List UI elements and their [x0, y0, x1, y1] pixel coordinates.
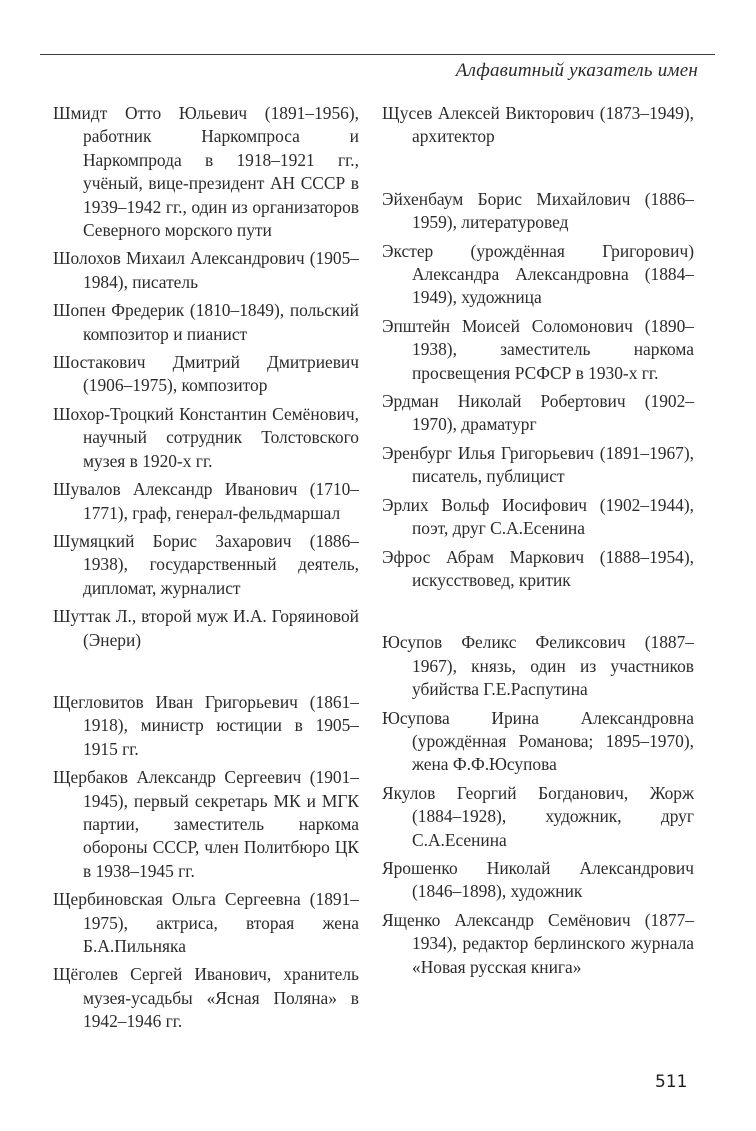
index-entry: Эрлих Вольф Иосифович (1902–1944), поэт, друг С.А.Есенина: [382, 494, 694, 539]
index-entry: Эренбург Илья Григорьевич (1891–1967), писатель, публицист: [382, 442, 694, 487]
index-column-right: [382, 102, 694, 984]
index-entry: Шолохов Михаил Александрович (1905–1984), писатель: [53, 248, 359, 292]
index-entry: Ященко Александр Семёнович (1877–1934), редактор берлинского журнала «Новая русская книга»: [382, 909, 694, 977]
index-entry: Шмидт Отто Юльевич (1891–1956), работник Наркомпроса и Наркомпрода в 1918–1921 гг., учёный, вице-президент АН СССР в 1939–1942 гг., один из организаторов Северного морского пути: [53, 103, 359, 241]
index-column-left: [53, 102, 359, 1039]
index-entry: Щусев Алексей Викторович (1873–1949), архитектор: [382, 103, 694, 147]
index-entry: Эфрос Абрам Маркович (1888–1954), искусствовед, критик: [382, 546, 694, 590]
index-entry: Эпштейн Моисей Соломонович (1890–1938), заместитель наркома просвещения РСФСР в 1930-х гг.: [382, 315, 694, 383]
index-entry: Шостакович Дмитрий Дмитриевич (1906–1975), композитор: [53, 352, 359, 396]
letter-group-gap: [382, 154, 694, 188]
index-entry: Щегловитов Иван Григорьевич (1861–1918), министр юстиции в 1905–1915 гг.: [53, 691, 359, 759]
index-entry: Шохор-Троцкий Константин Семёнович, научный сотрудник Толстовского музея в 1920-х гг.: [53, 403, 359, 471]
index-entry: Якулов Георгий Богданович, Жорж (1884–1928), художник, друг С.А.Есенина: [382, 782, 694, 850]
page-number: 511: [655, 1072, 688, 1092]
running-header-title: Алфавитный указатель имен: [455, 60, 698, 81]
index-entry: Экстер (урождённая Григорович) Александра Александровна (1884–1949), художница: [382, 240, 694, 308]
index-entry: Шопен Фредерик (1810–1849), польский композитор и пианист: [53, 300, 359, 344]
index-entry: Эрдман Николай Робертович (1902–1970), драматург: [382, 391, 694, 435]
letter-group-gap: [382, 597, 694, 631]
index-entry: Юсупова Ирина Александровна (урождённая Романова; 1895–1970), жена Ф.Ф.Юсупова: [382, 707, 694, 775]
index-entry: Шувалов Александр Иванович (1710–1771), граф, генерал-фельдмаршал: [53, 479, 359, 523]
index-entry: Щёголев Сергей Иванович, хранитель музея-усадьбы «Ясная Поляна» в 1942–1946 гг.: [53, 964, 359, 1032]
header-rule: [40, 54, 715, 55]
letter-group-gap: [53, 657, 359, 691]
index-entry: Ярошенко Николай Александрович (1846–1898), художник: [382, 857, 694, 902]
index-entry: Эйхенбаум Борис Михайлович (1886–1959), литературовед: [382, 188, 694, 233]
index-entry: Щербаков Александр Сергеевич (1901–1945), первый секретарь МК и МГК партии, заместитель наркома обороны СССР, член Политбюро ЦК в 1938–1945 гг.: [53, 767, 359, 881]
index-entry: Юсупов Феликс Феликсович (1887–1967), князь, один из участников убийства Г.Е.Распутина: [382, 632, 694, 700]
index-entry: Щербиновская Ольга Сергеевна (1891–1975), актриса, вторая жена Б.А.Пильняка: [53, 889, 359, 956]
index-entry: Шуттак Л., второй муж И.А. Горяиновой (Энери): [53, 606, 359, 650]
index-entry: Шумяцкий Борис Захарович (1886–1938), государственный деятель, дипломат, журналист: [53, 530, 359, 598]
